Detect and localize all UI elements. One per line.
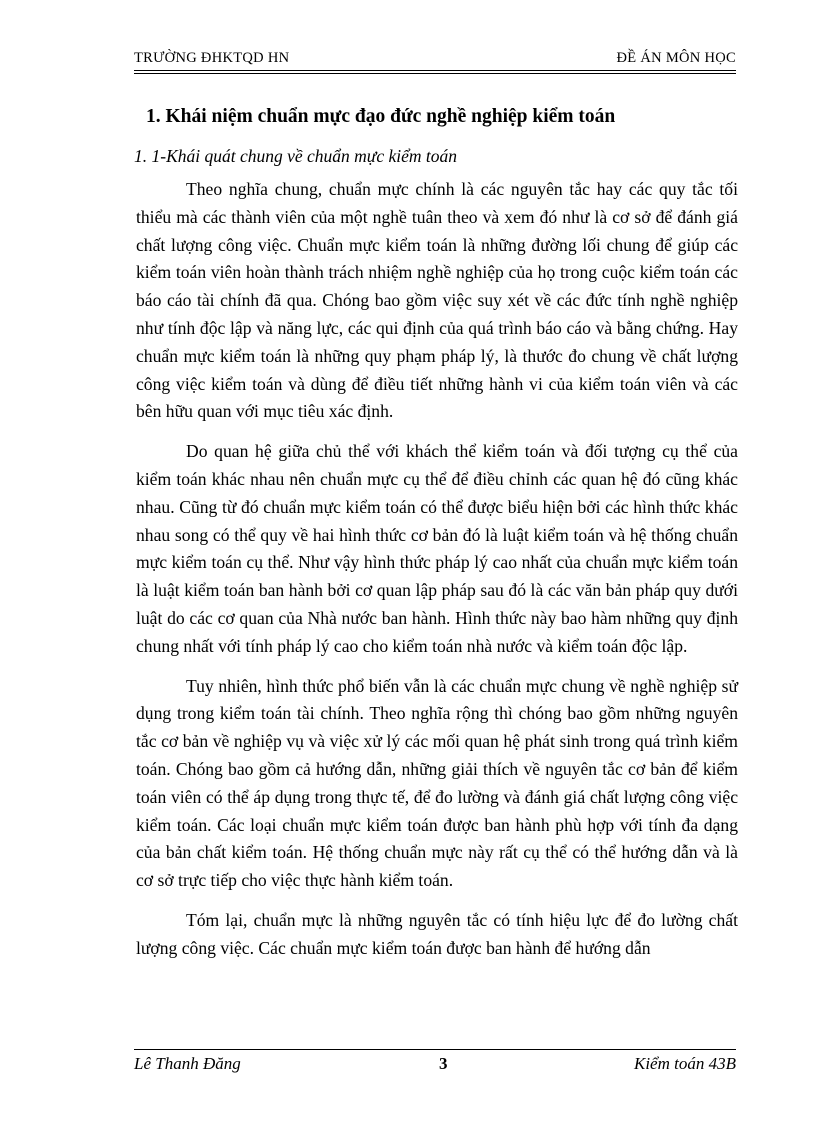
section-title: 1. Khái niệm chuẩn mực đạo đức nghề nghiệp kiểm toán	[146, 106, 616, 127]
footer-author: Lê Thanh Đăng	[134, 1054, 241, 1073]
header-school: TRƯỜNG ĐHKTQD HN	[134, 50, 290, 66]
footer-class: Kiểm toán 43B	[634, 1054, 736, 1073]
footer-divider	[134, 1049, 736, 1050]
paragraph-4: Tóm lại, chuẩn mực là những nguyên tắc có tính hiệu lực để đo lường chất lượng công việc. Các chuẩn mực kiểm toán được ban hành để hướng dẫn	[136, 909, 738, 958]
subsection-title: 1. 1-Khái quát chung về chuẩn mực kiểm toán	[134, 146, 458, 166]
paragraph-2: Do quan hệ giữa chủ thể với khách thể kiểm toán và đối tượng cụ thể của kiểm toán khác nhau nên chuẩn mực cụ thể để điều chỉnh các quan hệ đó cũng khác nhau. Cũng từ đó chuẩn mực kiểm toán có thể được biểu hiện bởi các hình thức khác nhau song có thể quy về hai hình thức cơ bản đó là luật kiểm toán và hệ thống chuẩn mực kiểm toán cụ thể. Như vậy hình thức pháp lý cao nhất của chuẩn mực kiểm toán là luật kiểm toán ban hành bởi cơ quan lập pháp sau đó là các văn bản pháp quy dưới luật do các cơ quan của Nhà nước ban hành. Hình thức này bao hàm những quy định chung nhất với tính pháp lý cao cho kiểm toán nhà nước và kiểm toán độc lập.	[136, 441, 738, 656]
page-number: 3	[439, 1054, 448, 1073]
page-footer	[134, 1054, 736, 1076]
header-document-type: ĐỀ ÁN MÔN HỌC	[616, 50, 736, 66]
paragraph-3: Tuy nhiên, hình thức phổ biến vẫn là các chuẩn mực chung về nghề nghiệp sử dụng trong kiểm toán tài chính. Theo nghĩa rộng thì chóng bao gồm những nguyên tắc cơ bản về nghiệp vụ và việc xử lý các mối quan hệ phát sinh trong quá trình kiểm toán. Chóng bao gồm cả hướng dẫn, những giải thích về nguyên tắc cơ bản để kiểm toán viên có thể áp dụng trong thực tế, để đo lường và đánh giá chất lượng công việc kiểm toán. Các loại chuẩn mực kiểm toán được ban hành phù hợp với tính đa dạng của bản chất kiểm toán. Hệ thống chuẩn mực này rất cụ thể có thể hướng dẫn và là cơ sở trực tiếp cho việc thực hành kiểm toán.	[136, 675, 738, 891]
header-divider-thin	[134, 73, 736, 74]
paragraph-1: Theo nghĩa chung, chuẩn mực chính là các nguyên tắc hay các quy tắc tối thiểu mà các thành viên của một nghề tuân theo và xem đó như là cơ sở để đánh giá chất lượng công việc. Chuẩn mực kiểm toán là những đường lối chung để giúp các kiểm toán viên hoàn thành trách nhiệm nghề nghiệp của họ trong cuộc kiểm toán các báo cáo tài chính đã qua. Chóng bao gồm việc suy xét về các đức tính nghề nghiệp như tính độc lập và năng lực, các qui định của quá trình báo cáo và bằng chứng. Hay chuẩn mực kiểm toán là những quy phạm pháp lý, là thước đo chung về chất lượng công việc kiểm toán và dùng để điều tiết những hành vi của kiểm toán viên và các bên hữu quan với mục tiêu xác định.	[136, 179, 738, 422]
body-text	[136, 176, 738, 975]
page-header	[134, 50, 736, 70]
header-divider	[134, 70, 736, 71]
